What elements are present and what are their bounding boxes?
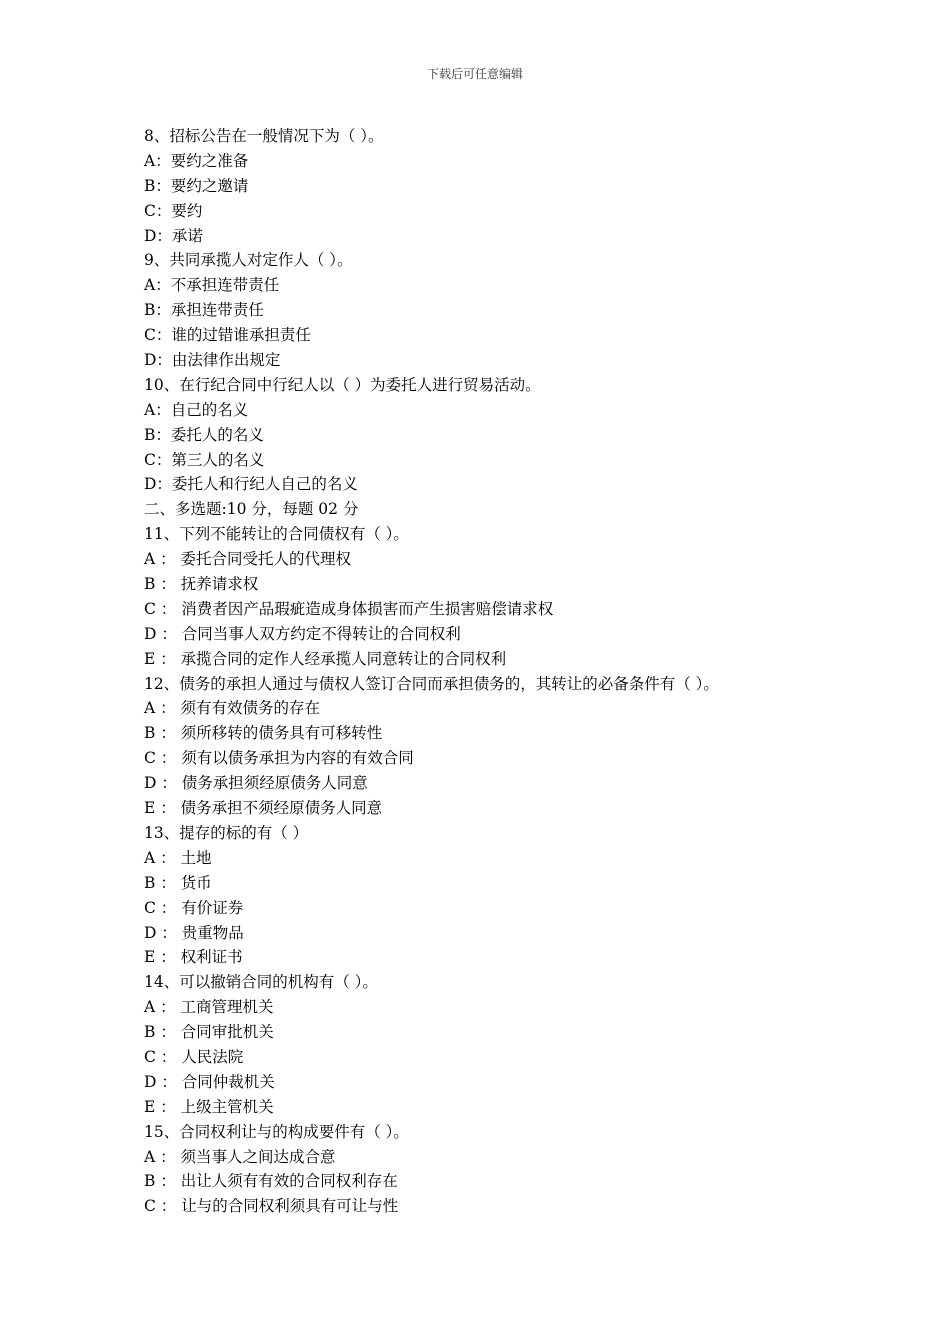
option-11d: D ： 合同当事人双方约定不得转让的合同权利 [144,624,461,643]
option-14e: E ： 上级主管机关 [144,1097,274,1116]
option-13b: B ： 货币 [144,873,212,892]
question-15: 15、合同权利让与的构成要件有（ ）。 [144,1122,409,1141]
option-15c: C ： 让与的合同权利须具有可让与性 [144,1197,399,1216]
option-9c: C：谁的过错谁承担责任 [144,326,311,345]
option-9a: A：不承担连带责任 [144,276,280,295]
option-8a: A：要约之准备 [144,151,249,170]
option-11a: A ： 委托合同受托人的代理权 [144,550,352,569]
page-header: 下载后可任意编辑 [426,67,523,81]
question-11: 11、下列不能转让的合同债权有（ ）。 [144,525,409,544]
option-10c: C：第三人的名义 [144,450,265,469]
question-12: 12、债务的承担人通过与债权人签订合同而承担债务的，其转让的必备条件有（ ）。 [144,674,719,693]
option-9b: B：承担连带责任 [144,301,264,320]
option-13e: E ： 权利证书 [144,948,243,967]
option-14a: A ： 工商管理机关 [144,998,274,1017]
option-15a: A ： 须当事人之间达成合意 [144,1147,336,1166]
option-11e: E ： 承揽合同的定作人经承揽人同意转让的合同权利 [144,649,507,668]
option-12a: A ： 须有有效债务的存在 [144,699,321,718]
question-8: 8、招标公告在一般情况下为（ ）。 [144,127,384,145]
question-9: 9、共同承揽人对定作人（ ）。 [144,251,353,270]
option-12d: D ： 债务承担须经原债务人同意 [144,774,368,793]
option-11b: B ： 抚养请求权 [144,575,259,594]
option-13d: D ： 贵重物品 [144,923,244,942]
question-13: 13、提存的标的有（ ） [144,823,309,842]
option-9d: D：由法律作出规定 [144,351,281,370]
option-10d: D：委托人和行纪人自己的名义 [144,475,358,494]
option-13c: C ： 有价证券 [144,898,244,917]
section-heading: 二、多选题:10 分，每题 02 分 [144,500,359,519]
option-12e: E ： 债务承担不须经原债务人同意 [144,799,383,818]
question-14: 14、可以撤销合同的机构有（ ）。 [144,973,378,992]
document-body [144,124,844,1219]
option-8d: D：承诺 [144,226,203,245]
option-11c: C ： 消费者因产品瑕疵造成身体损害而产生损害赔偿请求权 [144,599,554,618]
option-12b: B ： 须所移转的债务具有可移转性 [144,724,383,743]
option-14b: B ： 合同审批机关 [144,1023,274,1042]
option-14d: D ： 合同仲裁机关 [144,1072,275,1091]
option-12c: C ： 须有以债务承担为内容的有效合同 [144,749,414,768]
option-8c: C：要约 [144,201,203,220]
option-14c: C ： 人民法院 [144,1047,244,1066]
option-13a: A ： 土地 [144,848,212,867]
option-10a: A：自己的名义 [144,400,249,419]
option-15b: B ： 出让人须有有效的合同权利存在 [144,1172,398,1191]
question-10: 10、在行纪合同中行纪人以（ ）为委托人进行贸易活动。 [144,375,541,394]
option-10b: B：委托人的名义 [144,425,264,444]
option-8b: B：要约之邀请 [144,176,249,195]
